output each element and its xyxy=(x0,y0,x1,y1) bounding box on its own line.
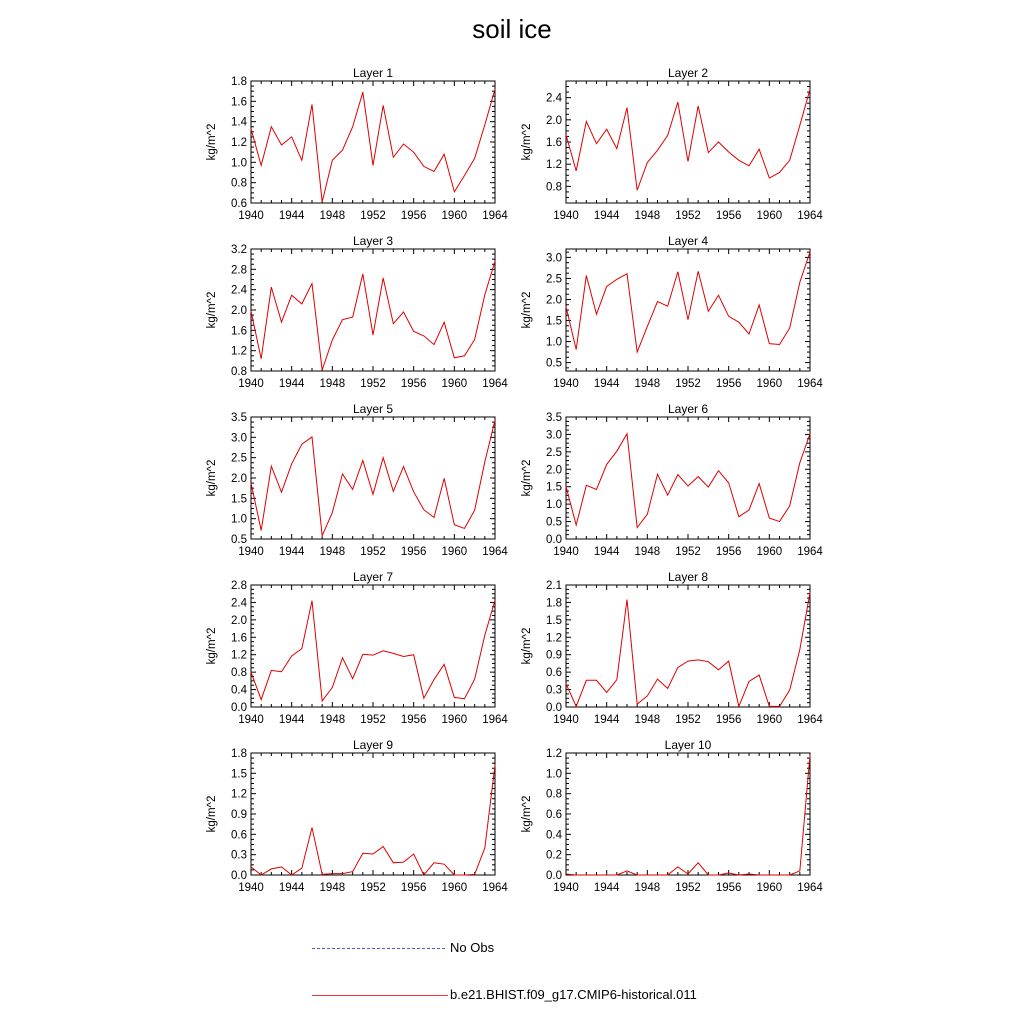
x-tick-label: 1948 xyxy=(634,210,661,222)
legend-model-swatch xyxy=(312,995,448,996)
y-tick-label: 2.4 xyxy=(231,284,247,297)
x-tick-label: 1960 xyxy=(441,210,468,222)
y-tick-label: 1.8 xyxy=(546,597,562,610)
x-tick-label: 1944 xyxy=(593,210,620,222)
x-tick-label: 1964 xyxy=(482,882,508,894)
panel-title: Layer 4 xyxy=(667,234,709,248)
y-tick-label: 2.0 xyxy=(231,305,247,317)
panel-title: Layer 1 xyxy=(352,66,394,80)
x-tick-label: 1948 xyxy=(319,714,346,726)
series-line xyxy=(251,261,495,370)
y-tick-label: 0.4 xyxy=(546,829,562,842)
x-tick-label: 1964 xyxy=(482,714,508,726)
series-line xyxy=(251,89,495,202)
panel-3 xyxy=(206,234,508,390)
x-tick-label: 1940 xyxy=(553,378,579,390)
plot-frame xyxy=(251,753,495,875)
x-tick-label: 1964 xyxy=(797,210,823,222)
y-axis-label: kg/m^2 xyxy=(206,795,218,833)
legend-no-obs-swatch xyxy=(312,948,445,949)
x-tick-label: 1960 xyxy=(756,210,783,222)
series-line xyxy=(566,252,810,352)
x-tick-label: 1956 xyxy=(715,714,742,726)
x-tick-label: 1952 xyxy=(675,714,701,726)
x-tick-label: 1960 xyxy=(441,378,468,390)
x-tick-label: 1960 xyxy=(441,882,468,894)
x-tick-label: 1944 xyxy=(593,882,620,894)
x-tick-label: 1956 xyxy=(400,882,427,894)
x-tick-label: 1940 xyxy=(238,210,264,222)
y-tick-label: 1.6 xyxy=(231,96,247,109)
y-tick-label: 3.2 xyxy=(231,244,247,256)
y-tick-label: 2.0 xyxy=(546,294,562,307)
x-tick-label: 1964 xyxy=(797,378,823,390)
x-tick-label: 1948 xyxy=(319,882,346,894)
y-tick-label: 1.0 xyxy=(546,768,562,781)
x-tick-label: 1948 xyxy=(634,378,661,390)
y-axis-label: kg/m^2 xyxy=(521,459,533,497)
y-tick-label: 2.0 xyxy=(231,473,247,485)
x-tick-label: 1948 xyxy=(319,378,346,390)
x-tick-label: 1952 xyxy=(675,546,701,558)
x-tick-label: 1944 xyxy=(278,882,305,894)
y-tick-label: 0.8 xyxy=(546,788,562,801)
panel-7 xyxy=(206,570,508,726)
y-tick-label: 1.2 xyxy=(231,345,247,358)
y-tick-label: 0.2 xyxy=(546,849,562,862)
plot-frame xyxy=(566,417,810,539)
y-tick-label: 1.5 xyxy=(546,315,562,328)
x-tick-label: 1952 xyxy=(360,546,386,558)
y-axis-label: kg/m^2 xyxy=(521,795,533,833)
y-tick-label: 0.8 xyxy=(231,177,247,190)
y-axis-label: kg/m^2 xyxy=(521,291,533,329)
x-tick-label: 1952 xyxy=(675,882,701,894)
x-tick-label: 1956 xyxy=(400,378,427,390)
y-tick-label: 0.6 xyxy=(231,198,247,210)
y-tick-label: 2.8 xyxy=(231,264,247,277)
panel-title: Layer 3 xyxy=(352,234,394,248)
plot-frame xyxy=(251,249,495,371)
panel-title: Layer 9 xyxy=(352,738,394,752)
y-axis-label: kg/m^2 xyxy=(206,291,218,329)
y-tick-label: 3.0 xyxy=(231,432,247,445)
y-tick-label: 1.2 xyxy=(546,159,562,172)
y-tick-label: 1.0 xyxy=(231,513,247,526)
x-tick-label: 1948 xyxy=(319,546,346,558)
x-tick-label: 1964 xyxy=(797,546,823,558)
y-tick-label: 0.0 xyxy=(546,702,562,714)
panel-title: Layer 10 xyxy=(664,738,712,752)
y-tick-label: 0.5 xyxy=(231,534,247,546)
y-tick-label: 1.2 xyxy=(231,137,247,149)
y-tick-label: 1.5 xyxy=(546,614,562,627)
y-tick-label: 0.0 xyxy=(231,870,247,882)
y-tick-label: 3.0 xyxy=(546,429,562,442)
x-tick-label: 1948 xyxy=(634,714,661,726)
y-tick-label: 1.0 xyxy=(546,336,562,349)
y-tick-label: 1.2 xyxy=(546,748,562,760)
y-tick-label: 0.3 xyxy=(546,684,562,697)
y-axis-label: kg/m^2 xyxy=(206,627,218,665)
series-line xyxy=(251,420,495,536)
y-tick-label: 2.5 xyxy=(546,273,562,286)
panel-5 xyxy=(206,402,508,558)
y-axis-label: kg/m^2 xyxy=(521,627,533,665)
y-tick-label: 2.1 xyxy=(546,580,562,592)
y-tick-label: 0.8 xyxy=(231,667,247,680)
panel-title: Layer 6 xyxy=(667,402,709,416)
y-tick-label: 1.0 xyxy=(231,157,247,170)
legend-no-obs-label: No Obs xyxy=(450,940,495,955)
y-tick-label: 0.9 xyxy=(546,649,562,662)
x-tick-label: 1964 xyxy=(797,882,823,894)
x-tick-label: 1960 xyxy=(441,546,468,558)
panel-2 xyxy=(521,66,823,222)
panel-6 xyxy=(521,402,823,558)
y-tick-label: 1.2 xyxy=(231,788,247,801)
x-tick-label: 1956 xyxy=(400,714,427,726)
y-tick-label: 1.8 xyxy=(231,76,247,88)
x-tick-label: 1952 xyxy=(675,210,701,222)
x-tick-label: 1960 xyxy=(441,714,468,726)
x-tick-label: 1944 xyxy=(593,546,620,558)
x-tick-label: 1944 xyxy=(278,546,305,558)
y-tick-label: 0.8 xyxy=(546,181,562,194)
y-tick-label: 2.0 xyxy=(231,614,247,627)
y-tick-label: 1.5 xyxy=(546,481,562,494)
x-tick-label: 1952 xyxy=(360,210,386,222)
panel-10 xyxy=(521,738,823,894)
y-tick-label: 2.0 xyxy=(546,114,562,127)
x-tick-label: 1960 xyxy=(756,546,783,558)
x-tick-label: 1952 xyxy=(360,882,386,894)
y-tick-label: 3.0 xyxy=(546,252,562,265)
panel-9 xyxy=(206,738,508,894)
x-tick-label: 1960 xyxy=(756,714,783,726)
x-tick-label: 1944 xyxy=(593,378,620,390)
x-tick-label: 1940 xyxy=(238,546,264,558)
panel-1 xyxy=(206,66,508,222)
legend-model-label: b.e21.BHIST.f09_g17.CMIP6-historical.011 xyxy=(450,987,697,1002)
y-tick-label: 1.6 xyxy=(231,632,247,645)
y-tick-label: 0.0 xyxy=(546,870,562,882)
y-tick-label: 2.0 xyxy=(546,464,562,477)
x-tick-label: 1956 xyxy=(715,378,742,390)
panel-title: Layer 2 xyxy=(667,66,709,80)
x-tick-label: 1952 xyxy=(675,378,701,390)
plot-frame xyxy=(566,753,810,875)
series-line xyxy=(251,600,495,701)
y-tick-label: 3.5 xyxy=(231,412,247,424)
x-tick-label: 1940 xyxy=(553,210,579,222)
x-tick-label: 1952 xyxy=(360,378,386,390)
series-line xyxy=(566,593,810,707)
x-tick-label: 1940 xyxy=(553,546,579,558)
y-axis-label: kg/m^2 xyxy=(206,459,218,497)
y-tick-label: 0.5 xyxy=(546,516,562,529)
y-axis-label: kg/m^2 xyxy=(521,123,533,161)
y-tick-label: 2.5 xyxy=(231,452,247,465)
y-tick-label: 2.4 xyxy=(231,597,247,610)
panel-4 xyxy=(521,234,823,390)
y-tick-label: 1.4 xyxy=(231,116,247,129)
plot-frame xyxy=(566,585,810,707)
x-tick-label: 1940 xyxy=(238,882,264,894)
x-tick-label: 1964 xyxy=(482,546,508,558)
x-tick-label: 1944 xyxy=(278,378,305,390)
x-tick-label: 1944 xyxy=(278,210,305,222)
y-tick-label: 2.5 xyxy=(546,446,562,459)
y-tick-label: 0.9 xyxy=(231,809,247,821)
x-tick-label: 1940 xyxy=(238,714,264,726)
y-tick-label: 1.2 xyxy=(546,632,562,645)
plot-frame xyxy=(251,417,495,539)
y-tick-label: 1.6 xyxy=(231,325,247,338)
panel-title: Layer 7 xyxy=(352,570,394,584)
series-line xyxy=(566,89,810,190)
x-tick-label: 1956 xyxy=(400,210,427,222)
x-tick-label: 1956 xyxy=(400,546,427,558)
x-tick-label: 1956 xyxy=(715,546,742,558)
y-tick-label: 1.5 xyxy=(231,493,247,506)
y-tick-label: 1.2 xyxy=(231,649,247,662)
x-tick-label: 1944 xyxy=(593,714,620,726)
y-tick-label: 0.4 xyxy=(231,684,247,697)
x-tick-label: 1940 xyxy=(238,378,264,390)
panel-title: Layer 5 xyxy=(352,402,394,416)
y-tick-label: 3.5 xyxy=(546,412,562,424)
x-tick-label: 1964 xyxy=(797,714,823,726)
y-tick-label: 0.0 xyxy=(231,702,247,714)
y-tick-label: 0.0 xyxy=(546,534,562,546)
x-tick-label: 1940 xyxy=(553,882,579,894)
x-tick-label: 1952 xyxy=(360,714,386,726)
x-tick-label: 1948 xyxy=(634,546,661,558)
plot-frame xyxy=(251,585,495,707)
series-line xyxy=(566,755,810,875)
y-tick-label: 0.6 xyxy=(546,809,562,821)
x-tick-label: 1964 xyxy=(482,210,508,222)
y-tick-label: 0.6 xyxy=(231,829,247,842)
y-tick-label: 0.6 xyxy=(546,667,562,680)
series-line xyxy=(251,765,495,875)
page-title: soil ice xyxy=(472,14,552,44)
panel-title: Layer 8 xyxy=(667,570,709,584)
plot-frame xyxy=(566,81,810,203)
plot-frame xyxy=(566,249,810,371)
y-tick-label: 0.3 xyxy=(231,849,247,862)
x-tick-label: 1948 xyxy=(634,882,661,894)
x-tick-label: 1956 xyxy=(715,210,742,222)
y-tick-label: 1.0 xyxy=(546,499,562,512)
y-tick-label: 2.8 xyxy=(231,580,247,592)
y-tick-label: 1.6 xyxy=(546,137,562,149)
series-line xyxy=(566,434,810,528)
y-tick-label: 2.4 xyxy=(546,92,562,105)
x-tick-label: 1960 xyxy=(756,882,783,894)
y-axis-label: kg/m^2 xyxy=(206,123,218,161)
x-tick-label: 1944 xyxy=(278,714,305,726)
x-tick-label: 1948 xyxy=(319,210,346,222)
y-tick-label: 0.5 xyxy=(546,357,562,370)
x-tick-label: 1960 xyxy=(756,378,783,390)
x-tick-label: 1956 xyxy=(715,882,742,894)
y-tick-label: 0.8 xyxy=(231,366,247,378)
panel-8 xyxy=(521,570,823,726)
y-tick-label: 1.8 xyxy=(231,748,247,760)
x-tick-label: 1964 xyxy=(482,378,508,390)
x-tick-label: 1940 xyxy=(553,714,579,726)
y-tick-label: 1.5 xyxy=(231,768,247,781)
